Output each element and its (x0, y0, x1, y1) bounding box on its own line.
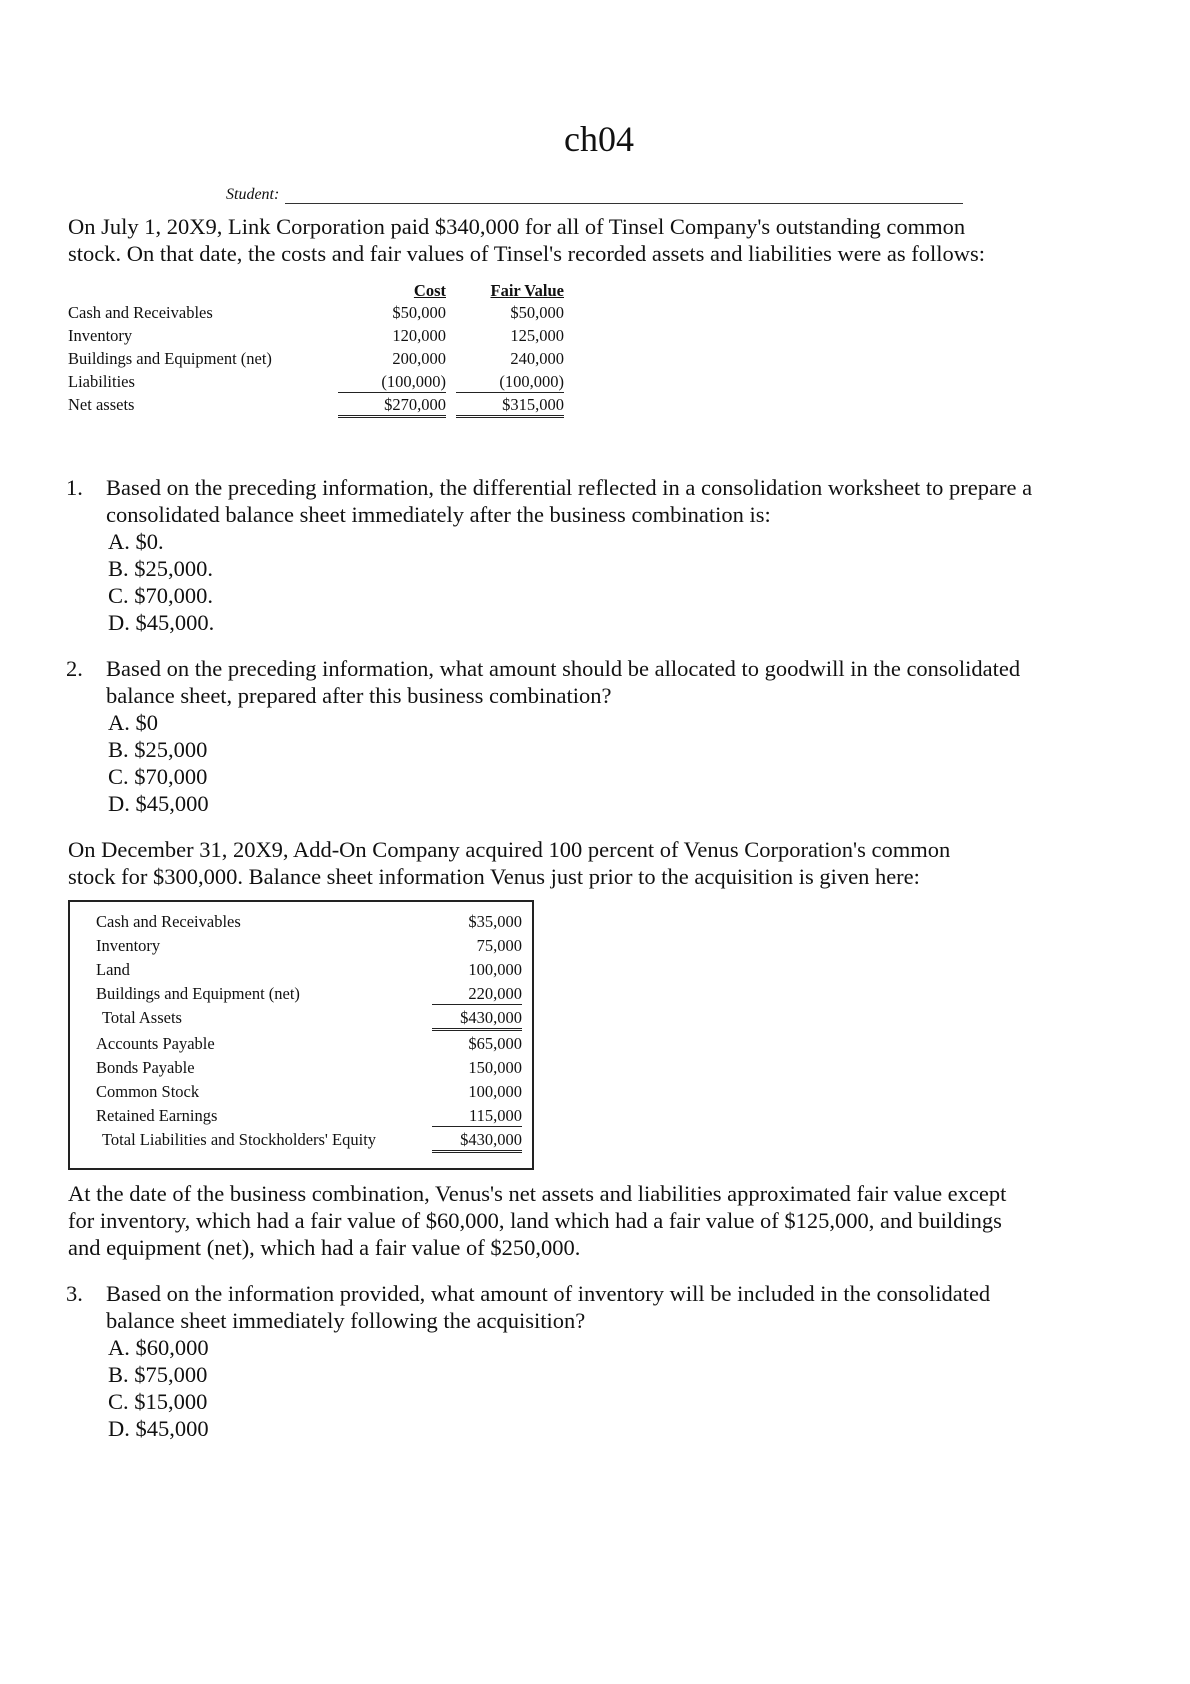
intro-paragraph-1: On July 1, 20X9, Link Corporation paid $340,000 for all of Tinsel Company's outstanding common stock. On that date, the costs and fair values of Tinsel's recorded assets and liabilities were as follows: (68, 214, 985, 266)
answer-option-c[interactable]: C. $70,000. (108, 583, 214, 608)
answer-option-b[interactable]: B. $25,000 (108, 737, 208, 762)
intro-paragraph-3: At the date of the business combination, Venus's net assets and liabilities approximated fair value except for inventory, which had a fair value of $60,000, land which had a fair value of $125,000, and buildings and equipment (net), which had a fair value of $250,000. (68, 1181, 1007, 1260)
table-row: Total Liabilities and Stockholders' Equity (102, 1130, 377, 1149)
student-field[interactable] (226, 186, 963, 204)
answer-option-c[interactable]: C. $15,000 (108, 1389, 208, 1414)
answer-option-d[interactable]: D. $45,000. (108, 610, 215, 635)
answer-option-c[interactable]: C. $70,000 (108, 764, 208, 789)
page-title: ch04 (564, 119, 634, 159)
table-row: Common Stock 100,000 (96, 1082, 522, 1101)
answer-option-b[interactable]: B. $25,000. (108, 556, 214, 581)
table-row: Inventory 75,000 (96, 936, 522, 955)
venus-balance-sheet-table: Cash and Receivables $35,000 Inventory 75,000 Land 100,000 Buildings and Equipment (net) 220,000 Total Assets $430,000 Accounts Payable $65,000 Bonds Payable 150,000 Common Stock 100,000 Retained Earnings 115,000 Total Liabilities and Stockholders' Equity $430,000 (68, 900, 534, 1170)
answer-option-a[interactable]: A. $0. (108, 529, 164, 554)
table-row: Total Assets (102, 1008, 182, 1027)
table-row: Accounts Payable $65,000 (96, 1034, 522, 1053)
intro-paragraph-2: On December 31, 20X9, Add-On Company acquired 100 percent of Venus Corporation's common stock for $300,000. Balance sheet information Venus just prior to the acquisition is given here: (68, 837, 951, 889)
table-row: Land 100,000 (96, 960, 522, 979)
header-cost: Cost (413, 281, 446, 300)
answer-option-d[interactable]: D. $45,000 (108, 791, 209, 816)
answer-option-a[interactable]: A. $60,000 (108, 1335, 209, 1360)
table-row: Bonds Payable 150,000 (96, 1058, 522, 1077)
answer-option-b[interactable]: B. $75,000 (108, 1362, 208, 1387)
student-label: Student: (226, 186, 280, 203)
answer-option-d[interactable]: D. $45,000 (108, 1416, 209, 1441)
table-row: Buildings and Equipment (net) 220,000 (96, 984, 522, 1003)
answer-option-a[interactable]: A. $0 (108, 710, 158, 735)
table-row: Retained Earnings 115,000 (96, 1106, 522, 1125)
student-name-line[interactable] (285, 189, 963, 204)
table-row: Cash and Receivables $35,000 (96, 912, 522, 931)
header-fair-value: Fair Value (490, 281, 564, 300)
